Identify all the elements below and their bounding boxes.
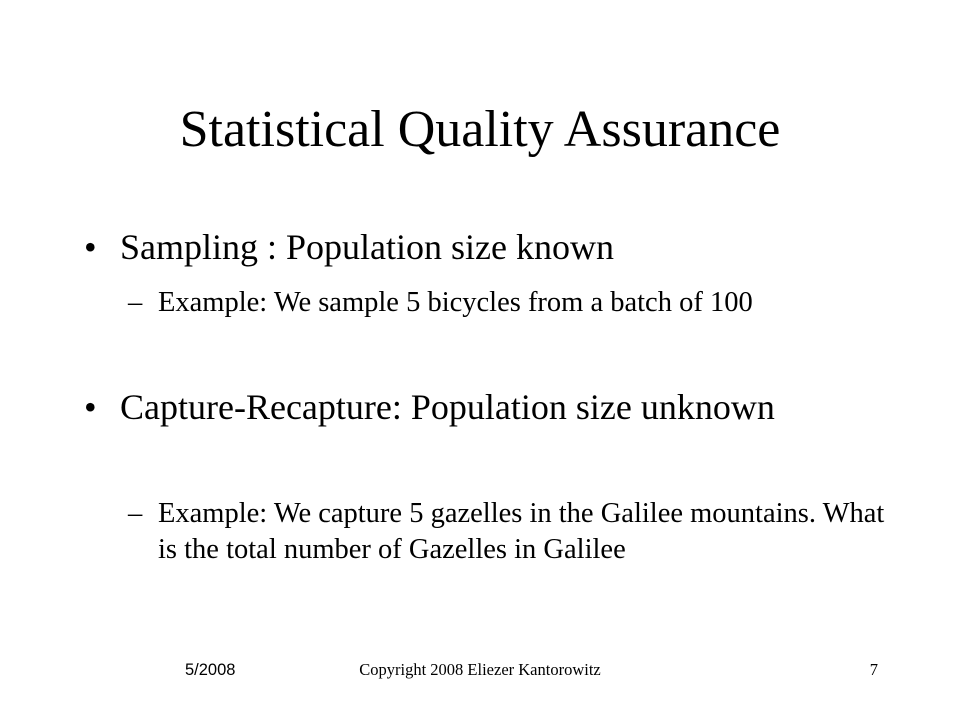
sub-bullet-sampling-example [128, 285, 888, 321]
bullet-item-capture-recapture [84, 386, 844, 428]
bullet-text: Capture-Recapture: Population size unknown [120, 387, 775, 427]
sub-bullet-capture-example [128, 496, 888, 568]
bullet-item-sampling [84, 226, 884, 268]
sub-bullet-text: Example: We capture 5 gazelles in the Galilee mountains. What is the total number of Gazelles in Galilee [158, 498, 885, 565]
bullet-marker: • [84, 227, 97, 267]
footer-page-number: 7 [869, 660, 878, 679]
footer-copyright: Copyright 2008 Eliezer Kantorowitz [359, 660, 601, 679]
slide-title: Statistical Quality Assurance [179, 101, 781, 158]
bullet-marker: • [84, 387, 97, 427]
sub-bullet-text: Example: We sample 5 bicycles from a batch of 100 [158, 287, 753, 318]
sub-bullet-marker: – [128, 287, 143, 318]
sub-bullet-marker: – [128, 498, 143, 529]
bullet-text: Sampling : Population size known [120, 227, 614, 267]
footer-date: 5/2008 [185, 661, 236, 679]
